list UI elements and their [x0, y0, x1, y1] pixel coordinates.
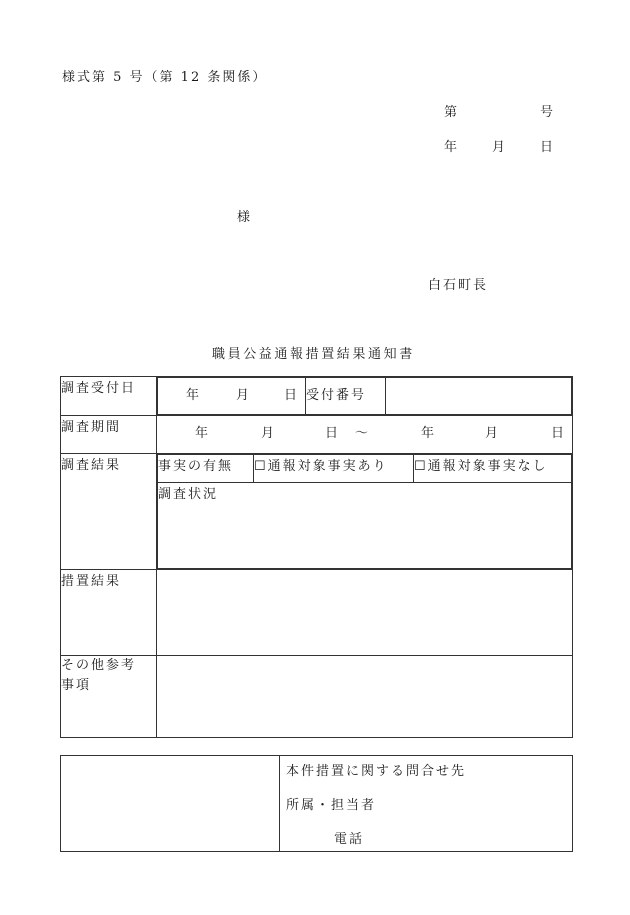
contact-info-cell — [280, 756, 573, 852]
row-receipt — [61, 377, 573, 416]
receipt-date-label: 調査受付日 — [61, 377, 157, 416]
status-field[interactable] — [158, 483, 572, 569]
measure-label: 措置結果 — [61, 570, 157, 656]
period-start-year: 年 — [195, 426, 211, 441]
option-fact-yes[interactable]: ☐通報対象事実あり — [254, 455, 414, 483]
result-subgrid — [157, 454, 572, 569]
other-label-line-2: 事項 — [61, 678, 92, 693]
measure-field[interactable] — [157, 570, 573, 656]
contact-blank-cell[interactable] — [61, 756, 280, 852]
addressee-suffix: 様 — [237, 210, 251, 225]
period-start-day: 日 — [325, 426, 341, 441]
receipt-year-label: 年 — [186, 388, 202, 403]
row-period — [61, 416, 573, 454]
receipt-cell — [157, 377, 573, 416]
date-month-label: 月 — [492, 140, 506, 155]
date-year-label: 年 — [444, 140, 458, 155]
period-end-year: 年 — [421, 426, 437, 441]
period-tilde: 〜 — [355, 426, 371, 441]
other-label-line-1: その他参考 — [61, 658, 137, 673]
report-form-table — [60, 376, 573, 738]
other-label — [61, 656, 157, 738]
document-title: 職員公益通報措置結果通知書 — [212, 347, 415, 362]
doc-number-suffix: 号 — [540, 105, 554, 120]
receipt-day-label: 日 — [284, 388, 300, 403]
contact-department: 所属・担当者 — [286, 798, 377, 813]
period-field[interactable] — [157, 416, 573, 454]
period-end-day: 日 — [551, 426, 567, 441]
row-measure — [61, 570, 573, 656]
row-result — [61, 454, 573, 570]
contact-table — [60, 755, 573, 852]
receipt-number-label: 受付番号 — [306, 378, 386, 415]
form-number: 様式第 5 号（第 12 条関係） — [62, 70, 268, 85]
option-fact-no[interactable]: ☐通報対象事実なし — [414, 455, 572, 483]
period-end-month: 月 — [485, 426, 501, 441]
issuer-name: 白石町長 — [428, 278, 489, 293]
contact-heading: 本件措置に関する問合せ先 — [286, 764, 467, 779]
row-other — [61, 656, 573, 738]
contact-phone: 電話 — [334, 832, 365, 847]
fact-label: 事実の有無 — [158, 455, 254, 483]
result-cell — [157, 454, 573, 570]
result-label: 調査結果 — [61, 454, 157, 570]
receipt-subgrid — [157, 377, 572, 415]
receipt-date-field[interactable] — [158, 378, 306, 415]
status-label: 調査状況 — [158, 487, 219, 502]
doc-number-prefix: 第 — [444, 105, 458, 120]
receipt-month-label: 月 — [236, 388, 252, 403]
date-day-label: 日 — [540, 140, 554, 155]
other-field[interactable] — [157, 656, 573, 738]
period-start-month: 月 — [261, 426, 277, 441]
receipt-number-field[interactable] — [386, 378, 572, 415]
period-label: 調査期間 — [61, 416, 157, 454]
